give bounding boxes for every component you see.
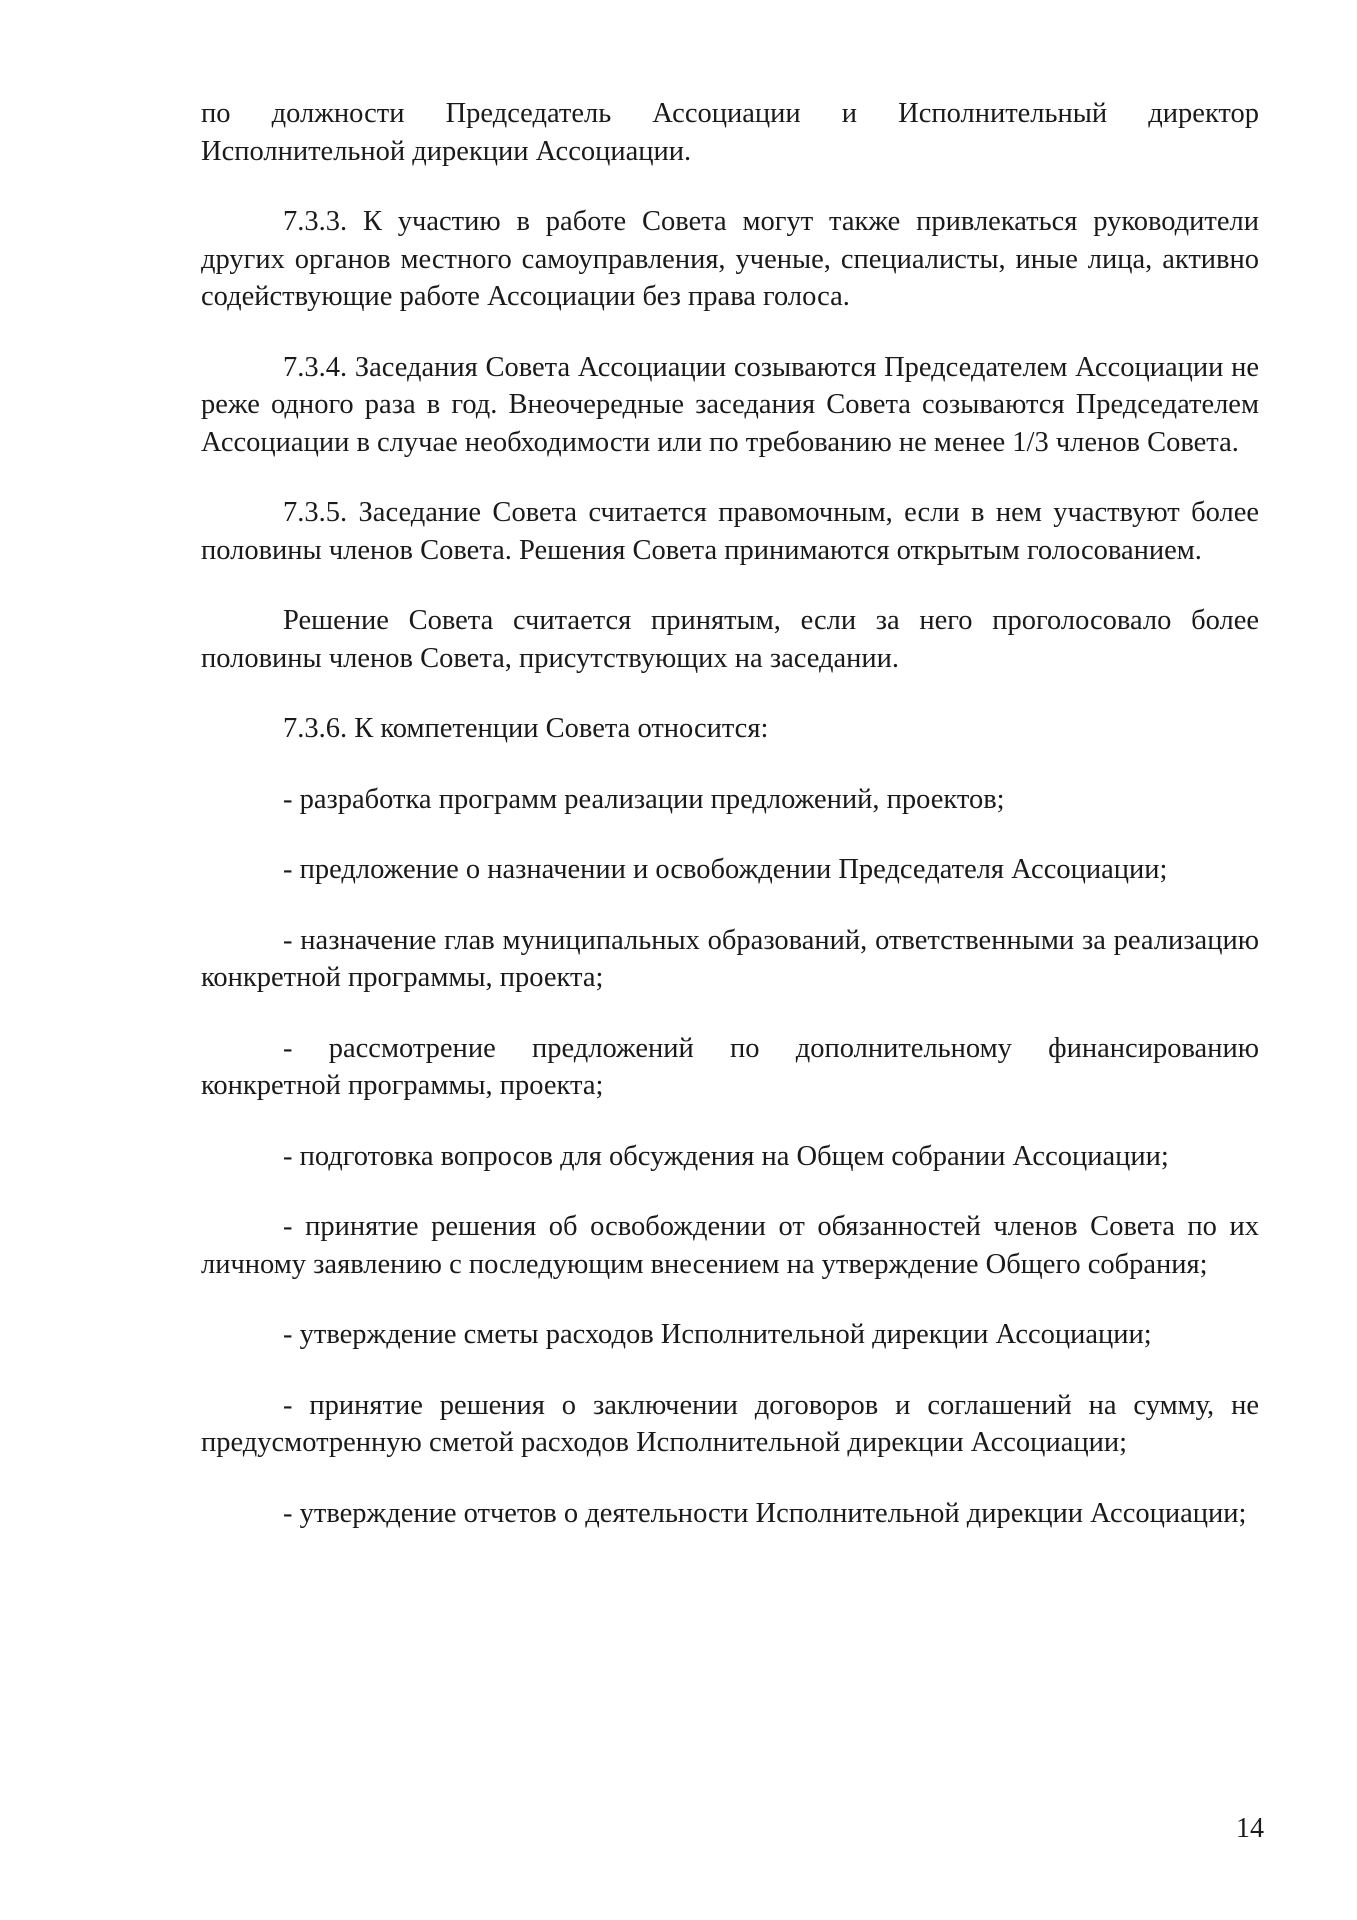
- list-item: - разработка программ реализации предложений, проектов;: [283, 783, 1005, 815]
- list-item: - принятие решения об освобождении от обязанностей членов Совета по их личному заявлению с последующим внесением на утверждение Общего собрания;: [201, 1211, 1259, 1280]
- list-item: - рассмотрение предложений по дополнительному финансированию конкретной программы, проекта;: [201, 1032, 1259, 1101]
- paragraph-7-3-3: 7.3.3. К участию в работе Совета могут также привлекаться руководители других органов местного самоуправления, ученые, специалисты, иные лица, активно содействующие работе Ассоциации без права голоса.: [201, 206, 1259, 312]
- list-item: - назначение глав муниципальных образований, ответственными за реализацию конкретной программы, проекта;: [201, 924, 1259, 993]
- paragraph-7-3-5: 7.3.5. Заседание Совета считается правомочным, если в нем участвуют более половины членов Совета. Решения Совета принимаются открытым голосованием.: [201, 497, 1259, 566]
- list-item: - подготовка вопросов для обсуждения на Общем собрании Ассоциации;: [283, 1140, 1169, 1172]
- page-number: 14: [1236, 1813, 1264, 1844]
- paragraph-7-3-4: 7.3.4. Заседания Совета Ассоциации созываются Председателем Ассоциации не реже одного раза в год. Внеочередные заседания Совета созываются Председателем Ассоциации в случае необходимости или по требованию не менее 1/3 членов Совета.: [201, 351, 1259, 458]
- paragraph-7-3-6: 7.3.6. К компетенции Совета относится:: [283, 713, 769, 744]
- list-item: - утверждение сметы расходов Исполнительной дирекции Ассоциации;: [283, 1319, 1152, 1350]
- paragraph-decision: Решение Совета считается принятым, если за него проголосовало более половины членов Совета, присутствующих на заседании.: [201, 605, 1259, 674]
- document-body: [201, 95, 1259, 1565]
- list-item: - утверждение отчетов о деятельности Исполнительной дирекции Ассоциации;: [283, 1497, 1247, 1529]
- list-item: - предложение о назначении и освобождении Председателя Ассоциации;: [283, 854, 1168, 885]
- paragraph-continuation: по должности Председатель Ассоциации и Исполнительный директор Исполнительной дирекции Ассоциации.: [201, 98, 1259, 167]
- list-item: - принятие решения о заключении договоров и соглашений на сумму, не предусмотренную сметой расходов Исполнительной дирекции Ассоциации;: [201, 1389, 1259, 1458]
